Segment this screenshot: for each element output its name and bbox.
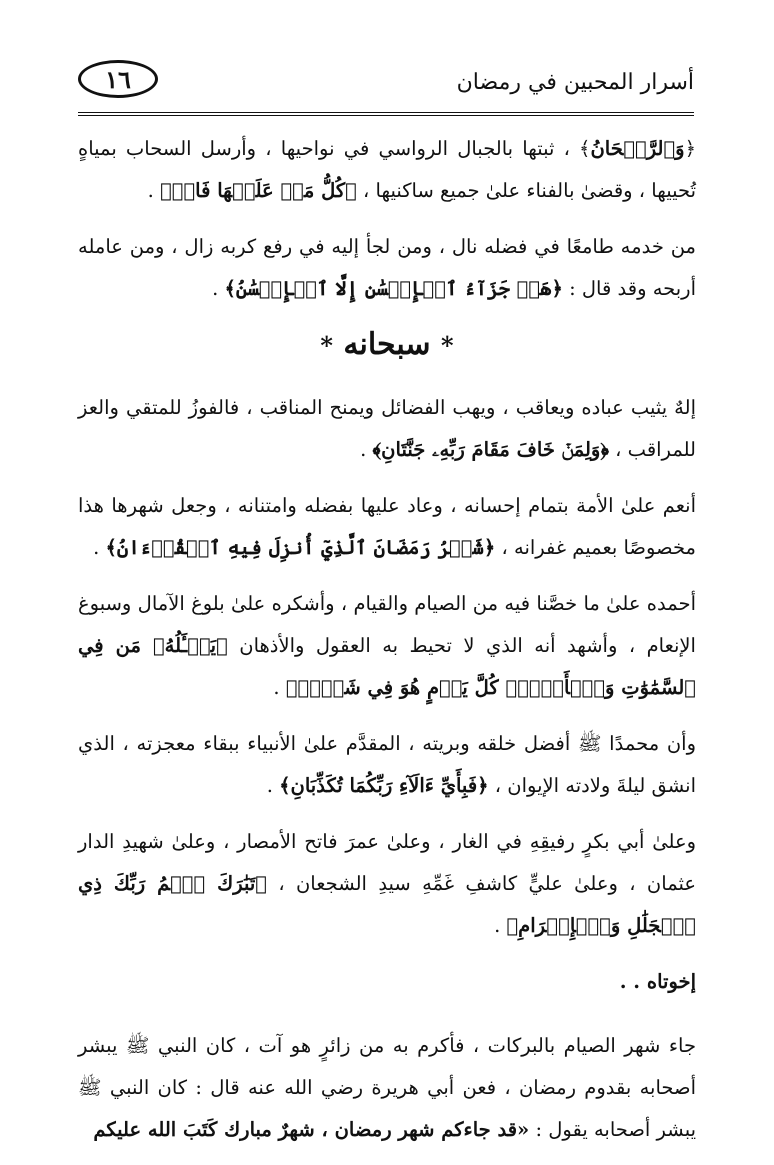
body-paragraph xyxy=(78,387,696,471)
paragraph-text: . xyxy=(494,914,507,937)
quote-text: ﴿فَبِأَيِّ ءَالَآءِ رَبِّكُمَا تُكَذِّبَانِ﴾ xyxy=(279,774,489,797)
star-ornament-icon: * xyxy=(320,331,333,360)
quote-text: ﴿تَبَٰرَكَ ٱسۡمُ رَبِّكَ ذِي ٱلۡجَلَٰلِ وَٱلۡإِكۡرَامِ﴾ xyxy=(78,872,696,937)
quote-text: ﴿يَسۡـَٔلُهُۥ مَن فِي ٱلسَّمَٰوَٰتِ وَٱلۡأَرۡضِۚ كُلَّ يَوۡمٍ هُوَ فِي شَأۡنٖ﴾ xyxy=(78,634,696,699)
praise-paragraphs xyxy=(78,387,696,947)
paragraph-text: . xyxy=(273,676,286,699)
page-number-badge xyxy=(78,60,158,98)
page-number: ١٦ xyxy=(105,64,131,94)
body-paragraph xyxy=(78,1025,696,1151)
body-paragraph xyxy=(78,226,696,310)
paragraph-text: . xyxy=(266,774,280,797)
body-paragraph xyxy=(78,128,696,212)
paragraph-text: . xyxy=(212,277,225,300)
paragraph-text: . xyxy=(93,536,106,559)
section-heading xyxy=(78,324,696,367)
opening-paragraphs xyxy=(78,128,696,310)
subheading: إخوتاه . . xyxy=(619,970,696,993)
section-heading-text: سبحانه xyxy=(343,327,431,362)
paragraph-text: أنعم علىٰ الأمة بتمام إحسانه ، وعاد عليها بفضله وامتنانه ، وجعل شهرها هذا مخصوصًا بعميم غفرانه ، xyxy=(78,494,696,559)
quote-text: وَٱلرَّيۡحَانُ xyxy=(590,137,685,160)
header-rule xyxy=(78,112,694,116)
body-paragraph xyxy=(78,723,696,807)
star-ornament-icon: * xyxy=(441,331,454,360)
closing-paragraphs xyxy=(78,1025,696,1151)
body-paragraph xyxy=(78,821,696,947)
paragraph-text: ﴾ ، ثبتها بالجبال الرواسي في نواحيها ، وأرسل السحاب بمياهٍ تُحييها ، وقضىٰ بالفناء علىٰ جميع ساكنيها ، xyxy=(78,137,696,202)
body-paragraph xyxy=(78,485,696,569)
body-paragraph xyxy=(78,583,696,709)
paragraph-text: ﴿ xyxy=(684,137,696,160)
running-title: أسرار المحبين في رمضان xyxy=(456,70,694,95)
quote-text: ﴿شَهۡرُ رَمَضَانَ ٱلَّذِيٓ أُنزِلَ فِيهِ ٱلۡقُرۡءَانُ﴾ xyxy=(105,536,496,559)
quote-text: ﴿كُلُّ مَنۡ عَلَيۡهَا فَانٖ﴾ xyxy=(160,179,357,202)
paragraph-text: أحمده علىٰ ما خصَّنا فيه من الصيام والقيام ، وأشكره علىٰ بلوغ الآمال وسبوغ الإنعام ، وأشهد أنه الذي لا تحيط به العقول والأذهان xyxy=(78,592,696,657)
page-body xyxy=(78,128,696,1165)
paragraph-text: وعلىٰ أبي بكرٍ رفيقِهِ في الغار ، وعلىٰ عمرَ فاتح الأمصار ، وعلىٰ شهيدِ الدار عثمان ، وعلىٰ عليٍّ كاشفِ غَمِّهِ سيدِ الشجعان ، xyxy=(78,830,696,895)
paragraph-text: . xyxy=(360,438,373,461)
quote-text: ﴿وَلِمَنۡ خَافَ مَقَامَ رَبِّهِۦ جَنَّتَانِ﴾ xyxy=(372,438,609,461)
quote-text: «قد جاءكم شهر رمضان ، شهرٌ مبارك كَتَبَ الله عليكم xyxy=(93,1118,530,1141)
paragraph-text: إلهٌ يثيب عباده ويعاقب ، ويهب الفضائل ويمنح المناقب ، فالفوزُ للمتقي والعز للمراقب ، xyxy=(78,396,696,461)
paragraph-text: من خدمه طامعًا في فضله نال ، ومن لجأ إليه في رفع كربه زال ، ومن عامله أربحه وقد قال : xyxy=(78,235,696,300)
paragraph-text: وأن محمدًا ﷺ أفضل خلقه وبريته ، المقدَّم علىٰ الأنبياء ببقاء معجزته ، الذي انشق ليلةَ ولادته الإيوان ، xyxy=(78,732,696,797)
paragraph-text: جاء شهر الصيام بالبركات ، فأكرم به من زائرٍ هو آت ، كان النبي ﷺ يبشر أصحابه بقدوم رمضان ، فعن أبي هريرة رضي الله عنه قال : كان النبي ﷺ يبشر أصحابه يقول : xyxy=(78,1034,696,1141)
paragraph-text: . xyxy=(147,179,161,202)
page-header xyxy=(78,60,694,124)
quote-text: ﴿هَلۡ جَزَآءُ ٱلۡإِحۡسَٰنِ إِلَّا ٱلۡإِحۡسَٰنُ﴾ xyxy=(224,277,563,300)
